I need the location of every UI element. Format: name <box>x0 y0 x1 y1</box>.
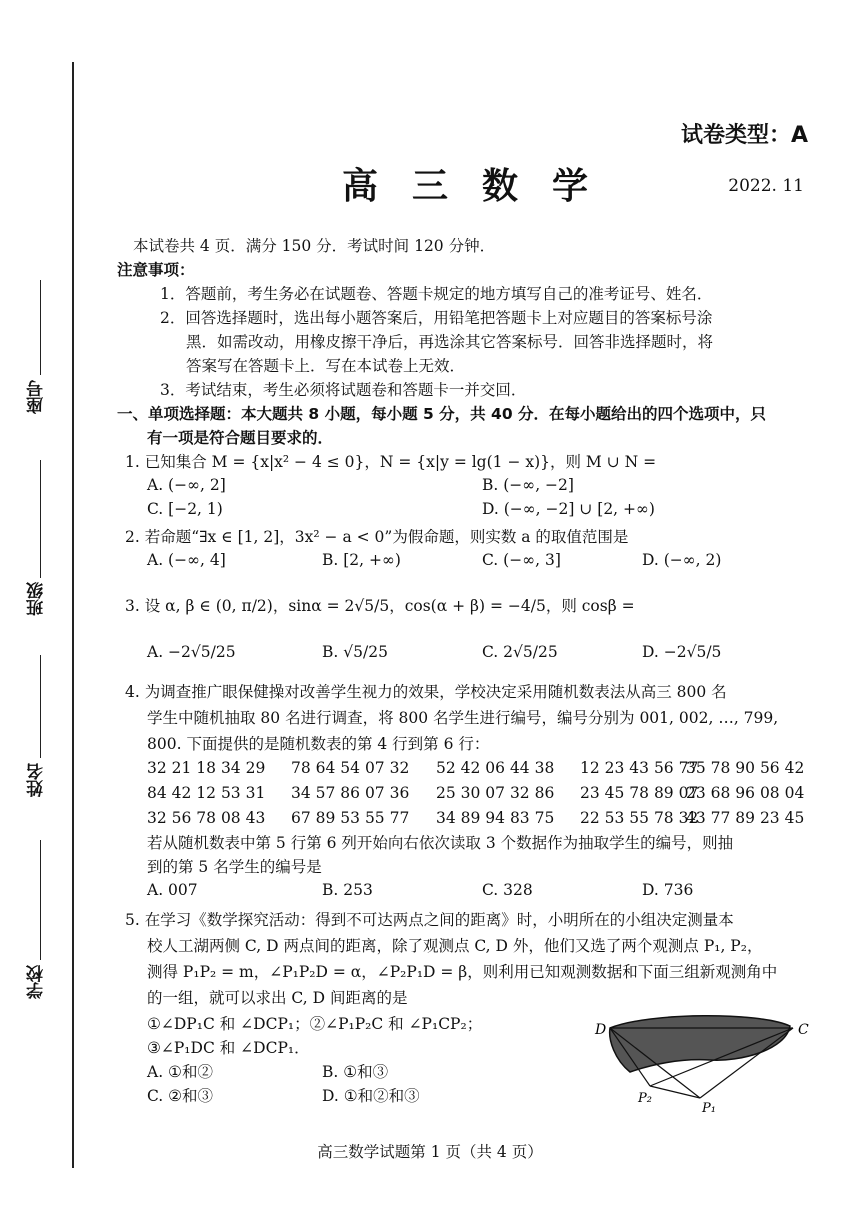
binding-line <box>72 62 74 1168</box>
random-table-r0c4: 35 78 90 56 42 <box>686 759 805 777</box>
random-table-r1c0: 84 42 12 53 31 <box>147 784 266 802</box>
q4-after-1: 若从随机数表中第 5 行第 6 列开始向右依次读取 3 个数据作为抽取学生的编号，则抽 <box>147 834 734 852</box>
lake-shape <box>610 1016 790 1072</box>
exam-type: 试卷类型：A <box>680 123 808 148</box>
q4-stem-1: 4. 为调查推广眼保健操对改善学生视力的效果，学校决定采用随机数表法从高三 800 名 <box>125 683 727 701</box>
label-c: C <box>798 1022 809 1038</box>
q5-option-c: C. ②和③ <box>147 1087 214 1105</box>
random-table-r1c4: 23 68 96 08 04 <box>686 784 805 802</box>
lake-diagram <box>590 1010 820 1115</box>
q4-option-d: D. 736 <box>642 881 694 899</box>
q5-stem-3: 测得 P₁P₂ = m，∠P₁P₂D = α，∠P₂P₁D = β，则利用已知观测数据和下面三组新观测角中 <box>147 963 778 981</box>
school-field <box>22 840 58 1020</box>
q5-stem-4: 的一组，就可以求出 C, D 间距离的是 <box>147 989 408 1007</box>
q1-stem: 1. 已知集合 M = {x|x² − 4 ≤ 0}，N = {x|y = lg(1 − x)}，则 M ∪ N = <box>125 453 657 471</box>
random-table-r2c0: 32 56 78 08 43 <box>147 809 266 827</box>
q2-option-d: D. (−∞, 2) <box>642 551 722 569</box>
q3-option-c: C. 2√5/25 <box>482 643 558 661</box>
label-d: D <box>595 1022 607 1038</box>
q4-stem-3: 800. 下面提供的是随机数表的第 4 行到第 6 行： <box>147 735 490 753</box>
notice-1: 1．答题前，考生务必在试题卷、答题卡规定的地方填写自己的准考证号、姓名． <box>160 285 713 303</box>
q3-option-d: D. −2√5/5 <box>642 643 722 661</box>
q5-option-d: D. ①和②和③ <box>322 1087 420 1105</box>
seat-field <box>22 280 58 430</box>
intro: 本试卷共 4 页．满分 150 分．考试时间 120 分钟． <box>133 237 496 255</box>
random-table-r0c2: 52 42 06 44 38 <box>436 759 555 777</box>
q2-option-a: A. (−∞, 4] <box>147 551 226 569</box>
random-table-r2c3: 22 53 55 78 32 <box>580 809 699 827</box>
random-table-r2c1: 67 89 53 55 77 <box>291 809 410 827</box>
q2-option-c: C. (−∞, 3] <box>482 551 561 569</box>
q2-stem: 2. 若命题“∃x ∈ [1, 2]，3x² − a < 0”为假命题，则实数 a 的取值范围是 <box>125 528 629 546</box>
label-p2: P₂ <box>638 1091 652 1106</box>
label-p1: P₁ <box>702 1101 716 1115</box>
q2-option-b: B. [2, +∞) <box>322 551 401 569</box>
q5-stem-1: 5. 在学习《数学探究活动：得到不可达两点之间的距离》时，小明所在的小组决定测量本 <box>125 911 734 929</box>
page-title: 高三数学 <box>342 166 623 207</box>
page-footer: 高三数学试题第 1 页（共 4 页） <box>317 1143 543 1161</box>
random-table-r1c3: 23 45 78 89 07 <box>580 784 699 802</box>
q3-stem: 3. 设 α, β ∈ (0, π/2)，sinα = 2√5/5，cos(α + β) = −4/5，则 cosβ = <box>125 597 635 615</box>
exam-date: 2022. 11 <box>728 176 804 196</box>
name-label: 姓名 <box>27 763 47 797</box>
q4-option-b: B. 253 <box>322 881 373 899</box>
q5-choices-12: ①∠DP₁C 和 ∠DCP₁；②∠P₁P₂C 和 ∠P₁CP₂； <box>147 1015 483 1033</box>
section-heading: 一、单项选择题：本大题共 8 小题，每小题 5 分，共 40 分．在每小题给出的四个选项中，只 <box>117 405 767 423</box>
class-field <box>22 460 58 630</box>
q5-choices-3: ③∠P₁DC 和 ∠DCP₁． <box>147 1039 310 1057</box>
q1-option-a: A. (−∞, 2] <box>147 476 226 494</box>
random-table-r0c3: 12 23 43 56 77 <box>580 759 699 777</box>
q5-stem-2: 校人工湖两侧 C, D 两点间的距离，除了观测点 C, D 外，他们又选了两个观测点 P₁, P₂， <box>147 937 763 955</box>
random-table-r2c2: 34 89 94 83 75 <box>436 809 555 827</box>
random-table-r1c2: 25 30 07 32 86 <box>436 784 555 802</box>
class-label: 班级 <box>27 582 47 616</box>
notice-2-cont: 黑．如需改动，用橡皮擦干净后，再选涂其它答案标号．回答非选择题时，将 <box>186 333 714 351</box>
name-field <box>22 655 58 815</box>
q4-option-a: A. 007 <box>147 881 198 899</box>
random-table-r0c1: 78 64 54 07 32 <box>291 759 410 777</box>
q5-option-a: A. ①和② <box>147 1063 213 1081</box>
random-table-r0c0: 32 21 18 34 29 <box>147 759 266 777</box>
q5-option-b: B. ①和③ <box>322 1063 389 1081</box>
q1-option-d: D. (−∞, −2] ∪ [2, +∞) <box>482 500 655 518</box>
section-heading-cont: 有一项是符合题目要求的． <box>147 429 334 447</box>
q3-option-b: B. √5/25 <box>322 643 388 661</box>
notice-3: 3．考试结束，考生必须将试题卷和答题卡一并交回． <box>160 381 527 399</box>
q3-option-a: A. −2√5/25 <box>147 643 236 661</box>
school-label: 学校 <box>27 965 47 999</box>
q1-option-c: C. [−2, 1) <box>147 500 223 518</box>
seat-label: 座号 <box>27 380 47 414</box>
random-table-r1c1: 34 57 86 07 36 <box>291 784 410 802</box>
q1-option-b: B. (−∞, −2] <box>482 476 574 494</box>
q4-option-c: C. 328 <box>482 881 533 899</box>
notice-2: 2．回答选择题时，选出每小题答案后，用铅笔把答题卡上对应题目的答案标号涂 <box>160 309 713 327</box>
q4-after-2: 到的第 5 名学生的编号是 <box>147 858 322 876</box>
notice-heading: 注意事项： <box>117 261 195 279</box>
random-table-r2c4: 43 77 89 23 45 <box>686 809 805 827</box>
q4-stem-2: 学生中随机抽取 80 名进行调查，将 800 名学生进行编号，编号分别为 001, 002, …, 799, <box>147 709 779 727</box>
notice-2-cont2: 答案写在答题卡上．写在本试卷上无效． <box>186 357 466 375</box>
